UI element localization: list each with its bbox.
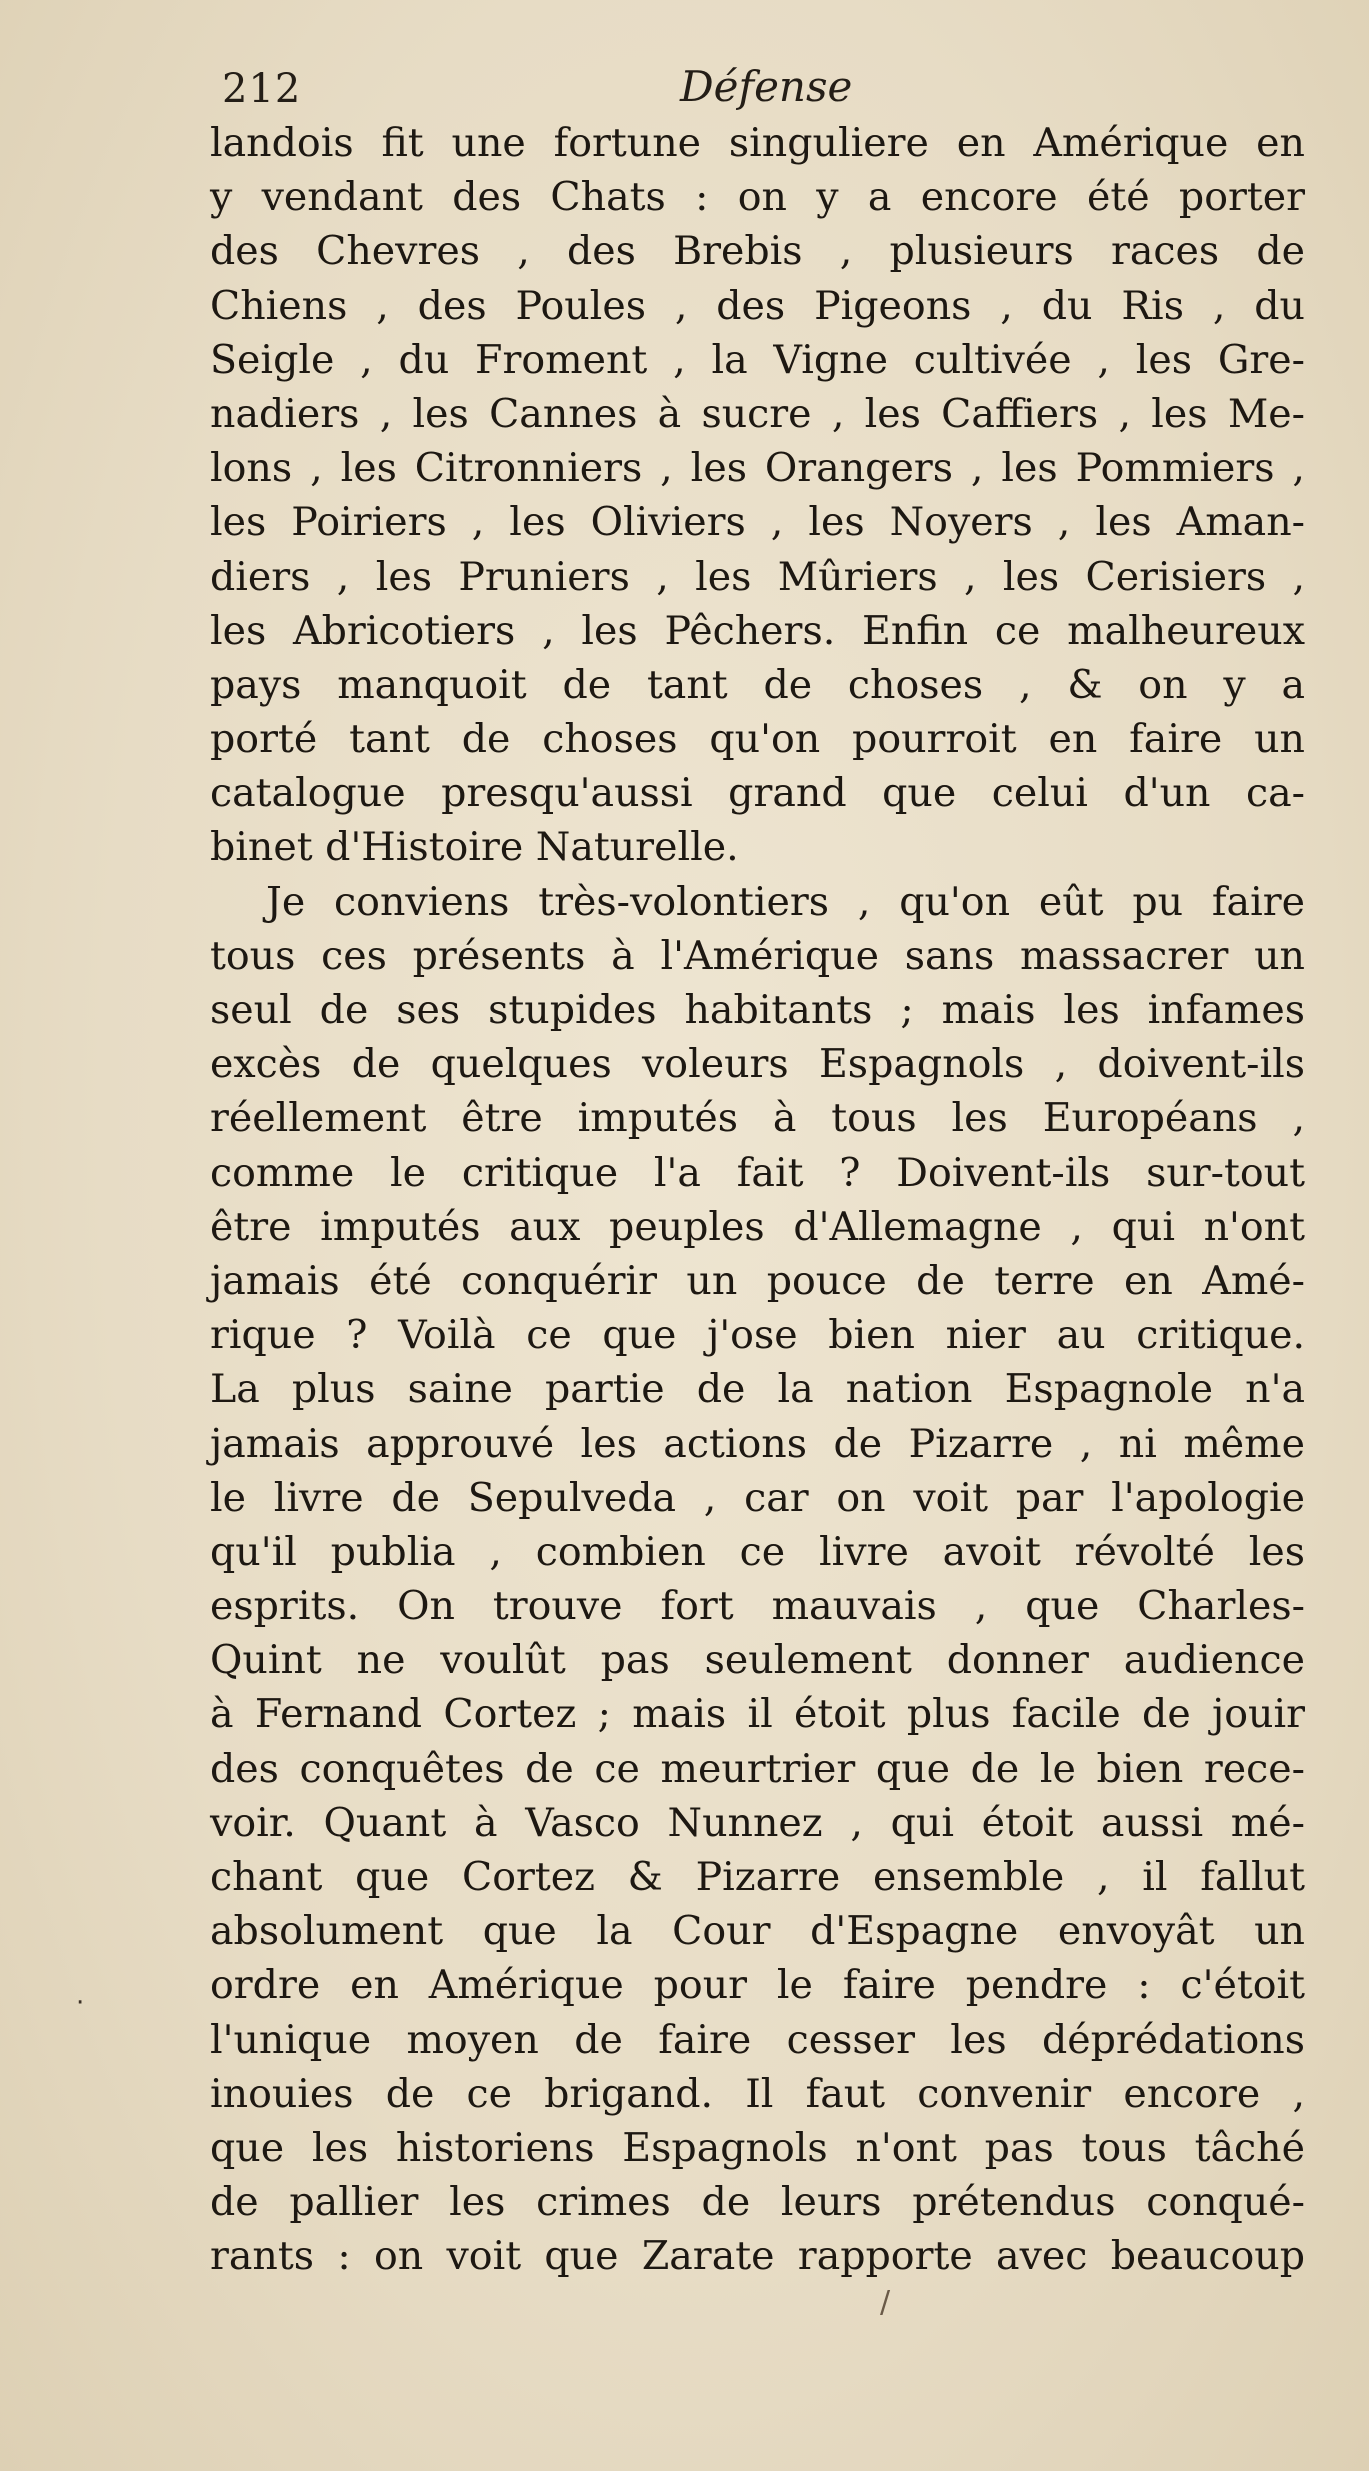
body-text: [210, 116, 1305, 2284]
text-line: porté tant de choses qu'on pourroit en faire un: [210, 716, 1305, 763]
text-line: inouies de ce brigand. Il faut convenir encore ,: [210, 2070, 1305, 2117]
text-line: nadiers , les Cannes à sucre , les Caffiers , les Me-: [210, 390, 1305, 437]
text-line: voir. Quant à Vasco Nunnez , qui étoit aussi mé-: [210, 1799, 1305, 1846]
text-line: Je conviens très-volontiers , qu'on eût pu faire: [266, 878, 1305, 925]
text-line: à Fernand Cortez ; mais il étoit plus facile de jouir: [210, 1691, 1305, 1738]
text-line: seul de ses stupides habitants ; mais les infames: [210, 987, 1305, 1033]
text-line: tous ces présents à l'Amérique sans massacrer un: [210, 932, 1305, 979]
page-header: [222, 62, 922, 122]
text-line: Chiens , des Poules , des Pigeons , du Ris , du: [210, 282, 1305, 329]
text-line: les Poiriers , les Oliviers , les Noyers , les Aman-: [210, 499, 1305, 546]
text-line: être imputés aux peuples d'Allemagne , qui n'ont: [210, 1203, 1305, 1250]
text-line: Seigle , du Froment , la Vigne cultivée , les Gre-: [210, 336, 1305, 383]
text-line: de pallier les crimes de leurs prétendus conqué-: [210, 2179, 1305, 2226]
text-line: que les historiens Espagnols n'ont pas tous tâché: [210, 2124, 1305, 2171]
text-line: réellement être imputés à tous les Européans ,: [210, 1095, 1305, 1142]
text-line: binet d'Histoire Naturelle.: [210, 824, 739, 871]
text-line: absolument que la Cour d'Espagne envoyât un: [210, 1908, 1305, 1955]
text-line: esprits. On trouve fort mauvais , que Charles-: [210, 1583, 1305, 1630]
text-line: La plus saine partie de la nation Espagnole n'a: [210, 1366, 1305, 1413]
text-line: rants : on voit que Zarate rapporte avec beaucoup: [210, 2233, 1305, 2280]
text-line: pays manquoit de tant de choses , & on y a: [210, 661, 1305, 708]
text-line: excès de quelques voleurs Espagnols , doivent-ils: [210, 1041, 1305, 1088]
page-number: 212: [222, 66, 302, 112]
text-line: diers , les Pruniers , les Mûriers , les Cerisiers ,: [210, 553, 1305, 600]
text-line: le livre de Sepulveda , car on voit par l'apologie: [210, 1474, 1305, 1521]
text-line: les Abricotiers , les Pêchers. Enfin ce malheureux: [210, 607, 1305, 654]
stray-mark: /: [880, 2285, 891, 2320]
text-line: landois fit une fortune singuliere en Amérique en: [210, 120, 1305, 166]
margin-mark: ·: [76, 1988, 85, 2018]
text-line: des conquêtes de ce meurtrier que de le bien rece-: [210, 1745, 1305, 1792]
text-line: chant que Cortez & Pizarre ensemble , il fallut: [210, 1854, 1305, 1900]
text-line: Quint ne voulût pas seulement donner audience: [210, 1637, 1305, 1684]
running-head: Défense: [680, 62, 853, 111]
text-line: catalogue presqu'aussi grand que celui d'un ca-: [210, 770, 1305, 817]
text-line: y vendant des Chats : on y a encore été porter: [210, 174, 1305, 221]
text-line: l'unique moyen de faire cesser les déprédations: [210, 2016, 1305, 2063]
text-line: jamais approuvé les actions de Pizarre , ni même: [210, 1420, 1305, 1467]
text-line: qu'il publia , combien ce livre avoit révolté les: [210, 1528, 1305, 1575]
text-line: rique ? Voilà ce que j'ose bien nier au critique.: [210, 1312, 1305, 1359]
text-line: lons , les Citronniers , les Orangers , les Pommiers ,: [210, 445, 1305, 492]
text-line: jamais été conquérir un pouce de terre en Amé-: [210, 1257, 1305, 1304]
text-line: ordre en Amérique pour le faire pendre : c'étoit: [210, 1962, 1305, 2009]
text-line: comme le critique l'a fait ? Doivent-ils sur-tout: [210, 1149, 1305, 1196]
text-line: des Chevres , des Brebis , plusieurs races de: [210, 228, 1305, 275]
